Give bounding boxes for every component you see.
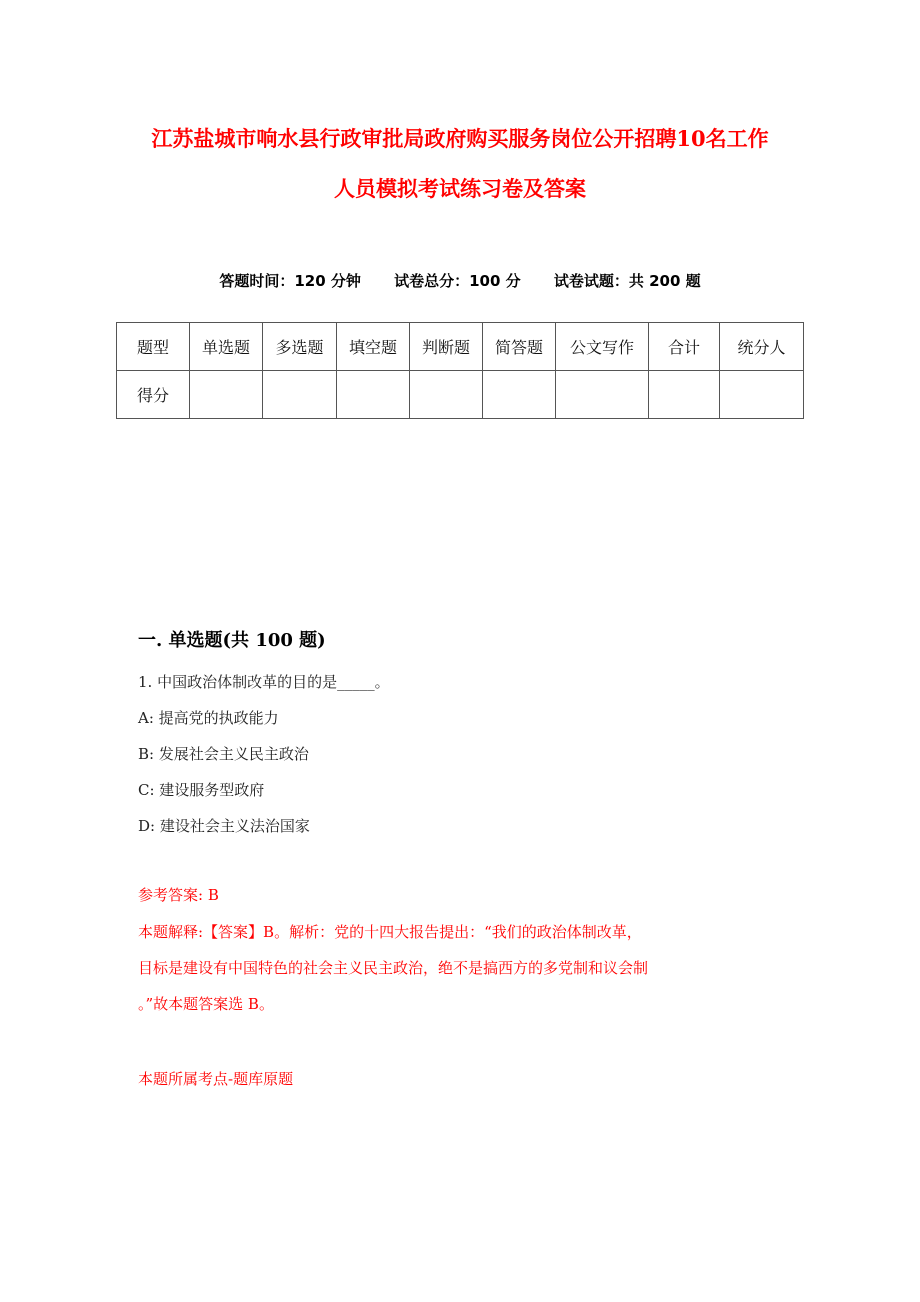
explanation-line-2: 目标是建设有中国特色的社会主义民主政治，绝不是搞西方的多党制和议会制 [138,959,649,977]
option-d: D: 建设社会主义法治国家 [138,817,310,835]
reference-answer: 参考答案: B [138,886,219,904]
header-cell-type: 题型 [117,323,190,371]
question-stem: 1. 中国政治体制改革的目的是_____。 [138,673,390,691]
header-cell-scorer: 统分人 [720,323,804,371]
header-cell-multi-choice: 多选题 [263,323,337,371]
score-table-header-row [117,323,804,371]
explanation-line-1: 本题解释:【答案】B。解析：党的十四大报告提出：“我们的政治体制改革， [138,923,642,941]
header-cell-total: 合计 [649,323,720,371]
option-c: C: 建设服务型政府 [138,781,265,799]
score-cell-total [649,371,720,419]
score-cell-short-answer [483,371,556,419]
exam-time: 答题时间：120 分钟 [219,272,361,290]
question-category: 本题所属考点-题库原题 [138,1070,294,1088]
score-cell-scorer [720,371,804,419]
score-cell-true-false [410,371,483,419]
exam-total-score: 试卷总分：100 分 [394,272,521,290]
exam-total-questions: 试卷试题：共 200 题 [553,272,701,290]
header-cell-true-false: 判断题 [410,323,483,371]
document-title-line-1: 江苏盐城市响水县行政审批局政府购买服务岗位公开招聘10名工作 [151,126,769,151]
score-cell-multi-choice [263,371,337,419]
option-b: B: 发展社会主义民主政治 [138,745,309,763]
header-cell-official-writing: 公文写作 [556,323,649,371]
section-heading: 一. 单选题(共 100 题) [138,630,326,651]
score-table [116,322,804,419]
exam-meta [0,270,920,291]
header-cell-fill-blank: 填空题 [337,323,410,371]
explanation-line-3: 。”故本题答案选 B。 [138,995,274,1013]
document-title-line-2: 人员模拟考试练习卷及答案 [334,176,586,201]
option-a: A: 提高党的执政能力 [138,709,279,727]
header-cell-short-answer: 简答题 [483,323,556,371]
score-cell-fill-blank [337,371,410,419]
score-cell-single-choice [190,371,263,419]
score-row-label: 得分 [117,371,190,419]
score-cell-official-writing [556,371,649,419]
score-table-score-row [117,371,804,419]
header-cell-single-choice: 单选题 [190,323,263,371]
